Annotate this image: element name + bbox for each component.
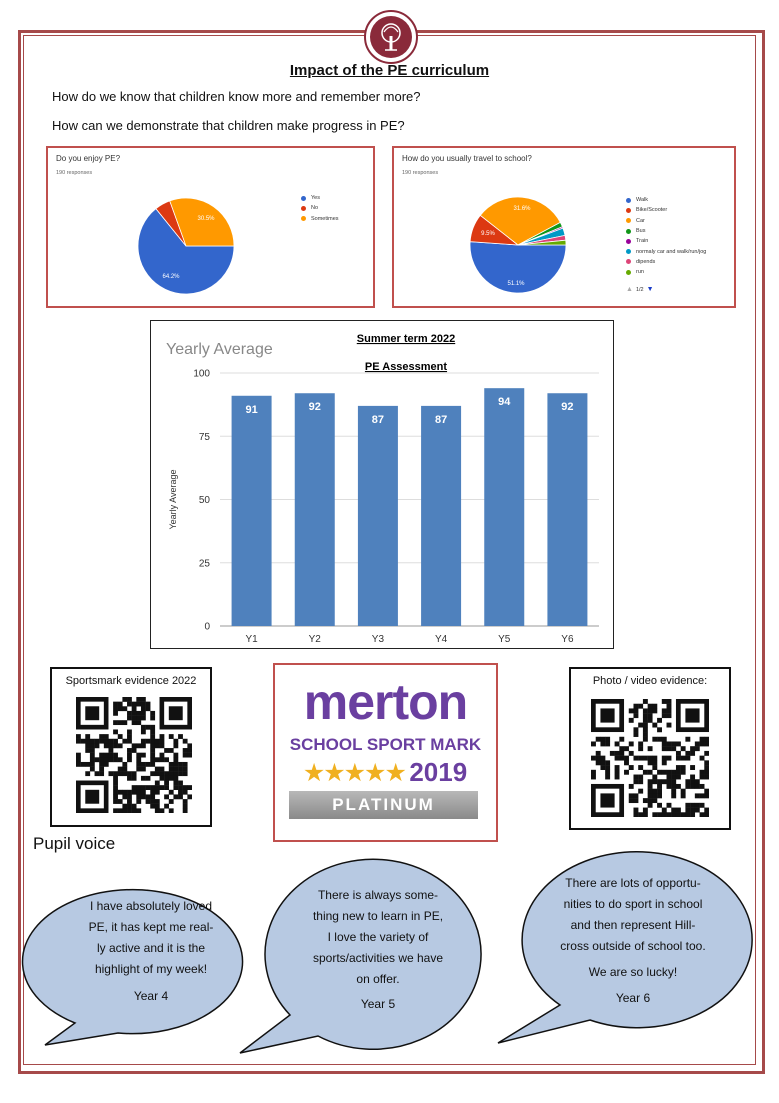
bar-chart-inner-title: Yearly Average xyxy=(166,341,273,358)
travel-chart-card xyxy=(392,146,736,308)
sportsmark-qr-box xyxy=(50,667,212,827)
bar-chart-svg xyxy=(151,321,613,648)
legend-item-train: Train xyxy=(626,236,706,246)
tree-icon xyxy=(370,16,412,58)
travel-chart-title: How do you usually travel to school? xyxy=(402,154,532,163)
bar-y1 xyxy=(232,396,272,626)
x-tick-label: Y5 xyxy=(498,634,511,645)
pager-next-icon[interactable]: ▼ xyxy=(646,286,654,293)
bubble-text-year5: There is always some- thing new to learn in PE, I love the variety of sports/activities we have on offer. Year 5 xyxy=(272,885,484,1015)
merton-logo-text: merton xyxy=(303,674,468,730)
enjoy-slice-label: 64.2% xyxy=(162,274,180,280)
bar-data-label: 94 xyxy=(498,396,511,409)
travel-slice-label: 9.5% xyxy=(481,231,495,237)
bar-data-label: 92 xyxy=(561,401,574,414)
bar-data-label: 91 xyxy=(245,403,258,416)
x-tick-label: Y2 xyxy=(308,634,321,645)
travel-chart-responses: 190 responses xyxy=(402,170,439,176)
enjoy-chart-responses: 190 responses xyxy=(56,170,93,176)
legend-item-bike: Bike/Scooter xyxy=(626,205,706,215)
legend-item-car: Car xyxy=(626,216,706,226)
y-tick-label: 50 xyxy=(198,495,210,506)
y-axis-label: Yearly Average xyxy=(168,469,178,530)
photo-qr-code[interactable] xyxy=(591,699,709,817)
question-2: How can we demonstrate that children make progress in PE? xyxy=(52,118,405,133)
platinum-banner: PLATINUM xyxy=(289,791,478,819)
x-tick-label: Y3 xyxy=(371,634,385,645)
bar-y2 xyxy=(295,393,335,626)
enjoy-chart-legend xyxy=(301,193,339,224)
question-1: How do we know that children know more and remember more? xyxy=(52,89,421,104)
page-title: Impact of the PE curriculum xyxy=(289,62,490,79)
enjoy-chart-title: Do you enjoy PE? xyxy=(56,154,121,163)
legend-item-bus: Bus xyxy=(626,226,706,236)
merton-badge-box xyxy=(273,663,498,842)
legend-item-car-walk: normaly car and walk/run/jog xyxy=(626,246,706,256)
y-tick-label: 100 xyxy=(193,368,210,380)
bar-y3 xyxy=(358,406,398,626)
legend-item-yes: Yes xyxy=(301,193,339,203)
legend-item-no: No xyxy=(301,203,339,213)
y-tick-label: 25 xyxy=(198,558,210,570)
enjoy-pe-chart-card xyxy=(46,146,375,308)
bar-chart-subtitle: PE Assessment xyxy=(364,361,448,373)
legend-item-dipends: dipends xyxy=(626,257,706,267)
x-tick-label: Y4 xyxy=(434,634,448,645)
sportsmark-qr-code[interactable] xyxy=(76,697,192,813)
enjoy-slice-label: 30.5% xyxy=(197,216,215,222)
legend-pager[interactable] xyxy=(626,286,654,293)
bubble-text-year6: There are lots of opportu- nities to do sport in school and then represent Hill- cross outside of school too. We are so lucky! Year 6 xyxy=(525,873,741,1009)
bar-chart-title: Summer term 2022 xyxy=(356,333,456,345)
bar-data-label: 92 xyxy=(308,401,321,414)
bar-y6 xyxy=(547,393,587,626)
bubble-year5-label: Year 5 xyxy=(360,997,396,1011)
merton-year: 2019 xyxy=(409,757,468,787)
photo-qr-box xyxy=(569,667,731,830)
enjoy-pie-chart xyxy=(48,148,373,306)
pager-text: 1/2 xyxy=(635,286,644,293)
bubble-year6-label: Year 6 xyxy=(615,991,651,1005)
school-crest-logo xyxy=(364,10,418,64)
y-tick-label: 75 xyxy=(198,431,210,443)
star-rating-icon: ★★★★★ xyxy=(302,759,405,787)
pager-prev-icon[interactable]: ▲ xyxy=(626,286,633,293)
pupil-voice-title: Pupil voice xyxy=(33,834,116,853)
yearly-average-bar-chart xyxy=(150,320,614,649)
travel-chart-legend xyxy=(626,195,706,277)
bubble-text-year4: I have absolutely loved PE, it has kept me real- ly active and it is the highlight of my week! Year 4 xyxy=(46,896,256,1007)
bar-y5 xyxy=(484,388,524,626)
bar-data-label: 87 xyxy=(371,413,385,426)
y-tick-label: 0 xyxy=(204,621,210,633)
bubble-year4-label: Year 4 xyxy=(133,989,169,1003)
merton-stars-year xyxy=(285,757,485,788)
travel-slice-label: 51.1% xyxy=(507,281,525,287)
x-tick-label: Y6 xyxy=(561,634,574,645)
bar-data-label: 87 xyxy=(434,413,448,426)
x-tick-label: Y1 xyxy=(245,634,258,645)
bar-y4 xyxy=(421,406,461,626)
travel-slice-label: 31.6% xyxy=(513,206,531,212)
photo-label: Photo / video evidence: xyxy=(592,675,708,687)
legend-item-sometimes: Sometimes xyxy=(301,214,339,224)
legend-item-walk: Walk xyxy=(626,195,706,205)
legend-item-run: run xyxy=(626,267,706,277)
merton-school-sport-mark: SCHOOL SPORT MARK xyxy=(289,735,482,754)
sportsmark-label: Sportsmark evidence 2022 xyxy=(65,675,197,687)
